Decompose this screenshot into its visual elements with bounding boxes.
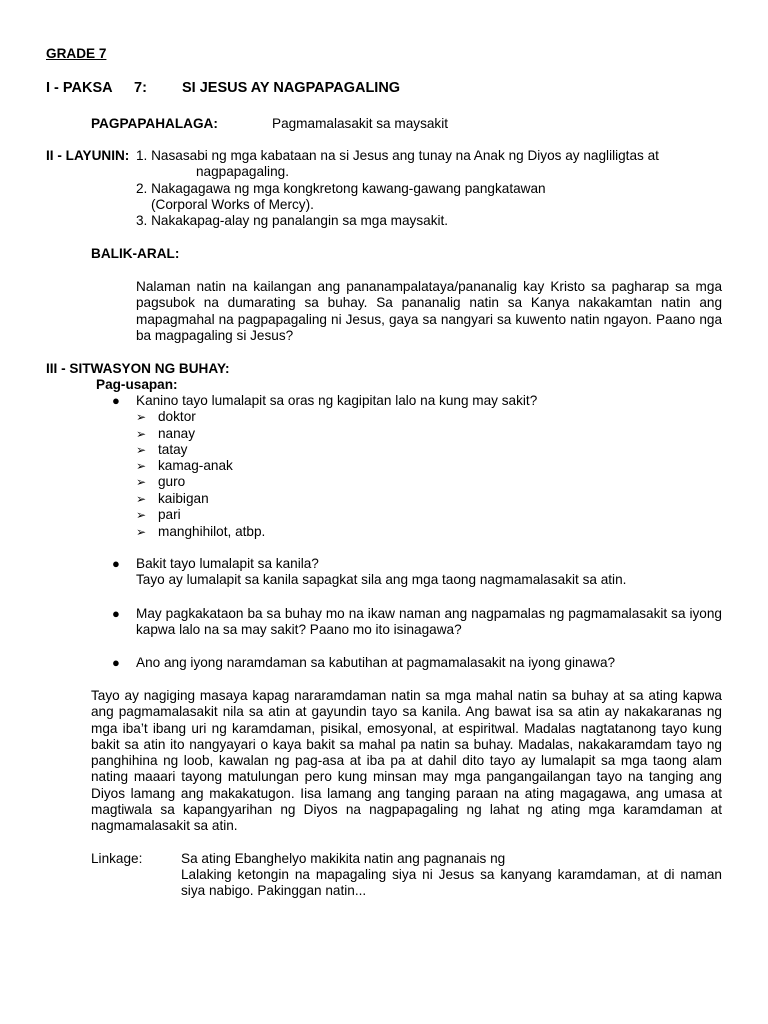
bullet-icon: ●: [112, 606, 120, 621]
main-paragraph: Tayo ay nagiging masaya kapag nararamdaman natin sa mga mahal natin sa buhay at sa ating kapwa ang pagmamalasakit nila sa atin at gayundin tayo sa kanila. Ang bawat isa sa atin ay nakakaranas ng mga iba’t ibang uri ng karamdaman, pisikal, emosyonal, at espiritwal. Madalas nagtatanong tayo kung bakit sa atin ito nangyayari o kaya bakit sa mahal pa natin sa buhay. Madalas, nakakaramdam tayo ng panghihina ng loob, kawalan ng pag-asa at iba pa at dahil dito tayo ay lumalapit sa mga taong alam nating maaari tayong matulungan pero kung minsan may mga pangangailangan tayo na tanging ang Diyos lamang ang makakatugon. Iisa lamang ang tanging paraan na ating magagawa, ang umasa at magtiwala sa kapangyarihan ng Diyos na nagpapagaling ng lahat ng ating mga karamdaman at nagmamalasakit sa atin.: [91, 688, 722, 834]
arrow-bullet-icon: ➢: [136, 475, 147, 489]
topic-label: I - PAKSA: [46, 80, 113, 96]
answer-item: doktor: [158, 409, 196, 424]
answer-item: guro: [158, 474, 186, 489]
question-1: Kanino tayo lumalapit sa oras ng kagipitan lalo na kung may sakit?: [136, 393, 538, 408]
topic-number: 7:: [134, 80, 147, 96]
values-label: PAGPAPAHALAGA:: [91, 116, 218, 131]
arrow-bullet-icon: ➢: [136, 410, 147, 424]
answer-item: kaibigan: [158, 491, 209, 506]
life-situation-label: III - SITWASYON NG BUHAY:: [46, 361, 230, 376]
review-text: Nalaman natin na kailangan ang pananampalataya/pananalig kay Kristo sa pagharap sa mga pagsubok na dumarating sa buhay. Sa pananalig natin sa Kanya nakakamtan natin ang mapagmahal na pagpapagaling ni Jesus, gaya sa nangyari sa kuwento natin ngayon. Paano nga ba magpagaling si Jesus?: [136, 279, 722, 343]
objective-item-2-cont: (Corporal Works of Mercy).: [151, 197, 314, 212]
bullet-icon: ●: [112, 556, 120, 571]
arrow-bullet-icon: ➢: [136, 525, 147, 539]
review-label: BALIK-ARAL:: [91, 246, 180, 261]
arrow-bullet-icon: ➢: [136, 459, 147, 473]
question-2-answer: Tayo ay lumalapit sa kanila sapagkat sila ang mga taong nagmamalasakit sa atin.: [136, 572, 627, 587]
values-text: Pagmamalasakit sa maysakit: [272, 116, 449, 131]
objectives-label: II - LAYUNIN:: [46, 148, 130, 163]
objective-item-1: 1. Nasasabi ng mga kabataan na si Jesus ang tunay na Anak ng Diyos ay nagliligtas at: [136, 148, 659, 163]
objective-item-2: 2. Nakagagawa ng mga kongkretong kawang-gawang pangkatawan: [136, 181, 546, 196]
arrow-bullet-icon: ➢: [136, 443, 147, 457]
grade-heading: GRADE 7: [46, 46, 107, 61]
linkage-line-1: Sa ating Ebanghelyo makikita natin ang pagnanais ng: [181, 851, 506, 866]
question-2: Bakit tayo lumalapit sa kanila?: [136, 556, 319, 571]
bullet-icon: ●: [112, 655, 120, 670]
arrow-bullet-icon: ➢: [136, 492, 147, 506]
answer-item: nanay: [158, 426, 196, 441]
linkage-text: Lalaking ketongin na mapagaling siya ni Jesus sa kanyang karamdaman, at di naman siya nabigo. Pakinggan natin...: [181, 867, 722, 899]
linkage-label: Linkage:: [91, 851, 143, 866]
arrow-bullet-icon: ➢: [136, 508, 147, 522]
answer-item: kamag-anak: [158, 458, 233, 473]
answer-item: tatay: [158, 442, 188, 457]
arrow-bullet-icon: ➢: [136, 427, 147, 441]
answer-item: pari: [158, 507, 181, 522]
answer-item: manghihilot, atbp.: [158, 524, 266, 539]
objective-item-1-cont: nagpapagaling.: [196, 164, 289, 179]
bullet-icon: ●: [112, 393, 120, 408]
discuss-label: Pag-usapan:: [96, 377, 178, 392]
topic-title: SI JESUS AY NAGPAPAGALING: [182, 80, 401, 96]
question-4: Ano ang iyong naramdaman sa kabutihan at pagmamalasakit na iyong ginawa?: [136, 655, 616, 670]
objective-item-3: 3. Nakakapag-alay ng panalangin sa mga maysakit.: [136, 213, 449, 228]
question-3: May pagkakataon ba sa buhay mo na ikaw naman ang nagpamalas ng pagmamalasakit sa iyong kapwa lalo na sa may sakit? Paano mo ito isinagawa?: [136, 606, 722, 638]
